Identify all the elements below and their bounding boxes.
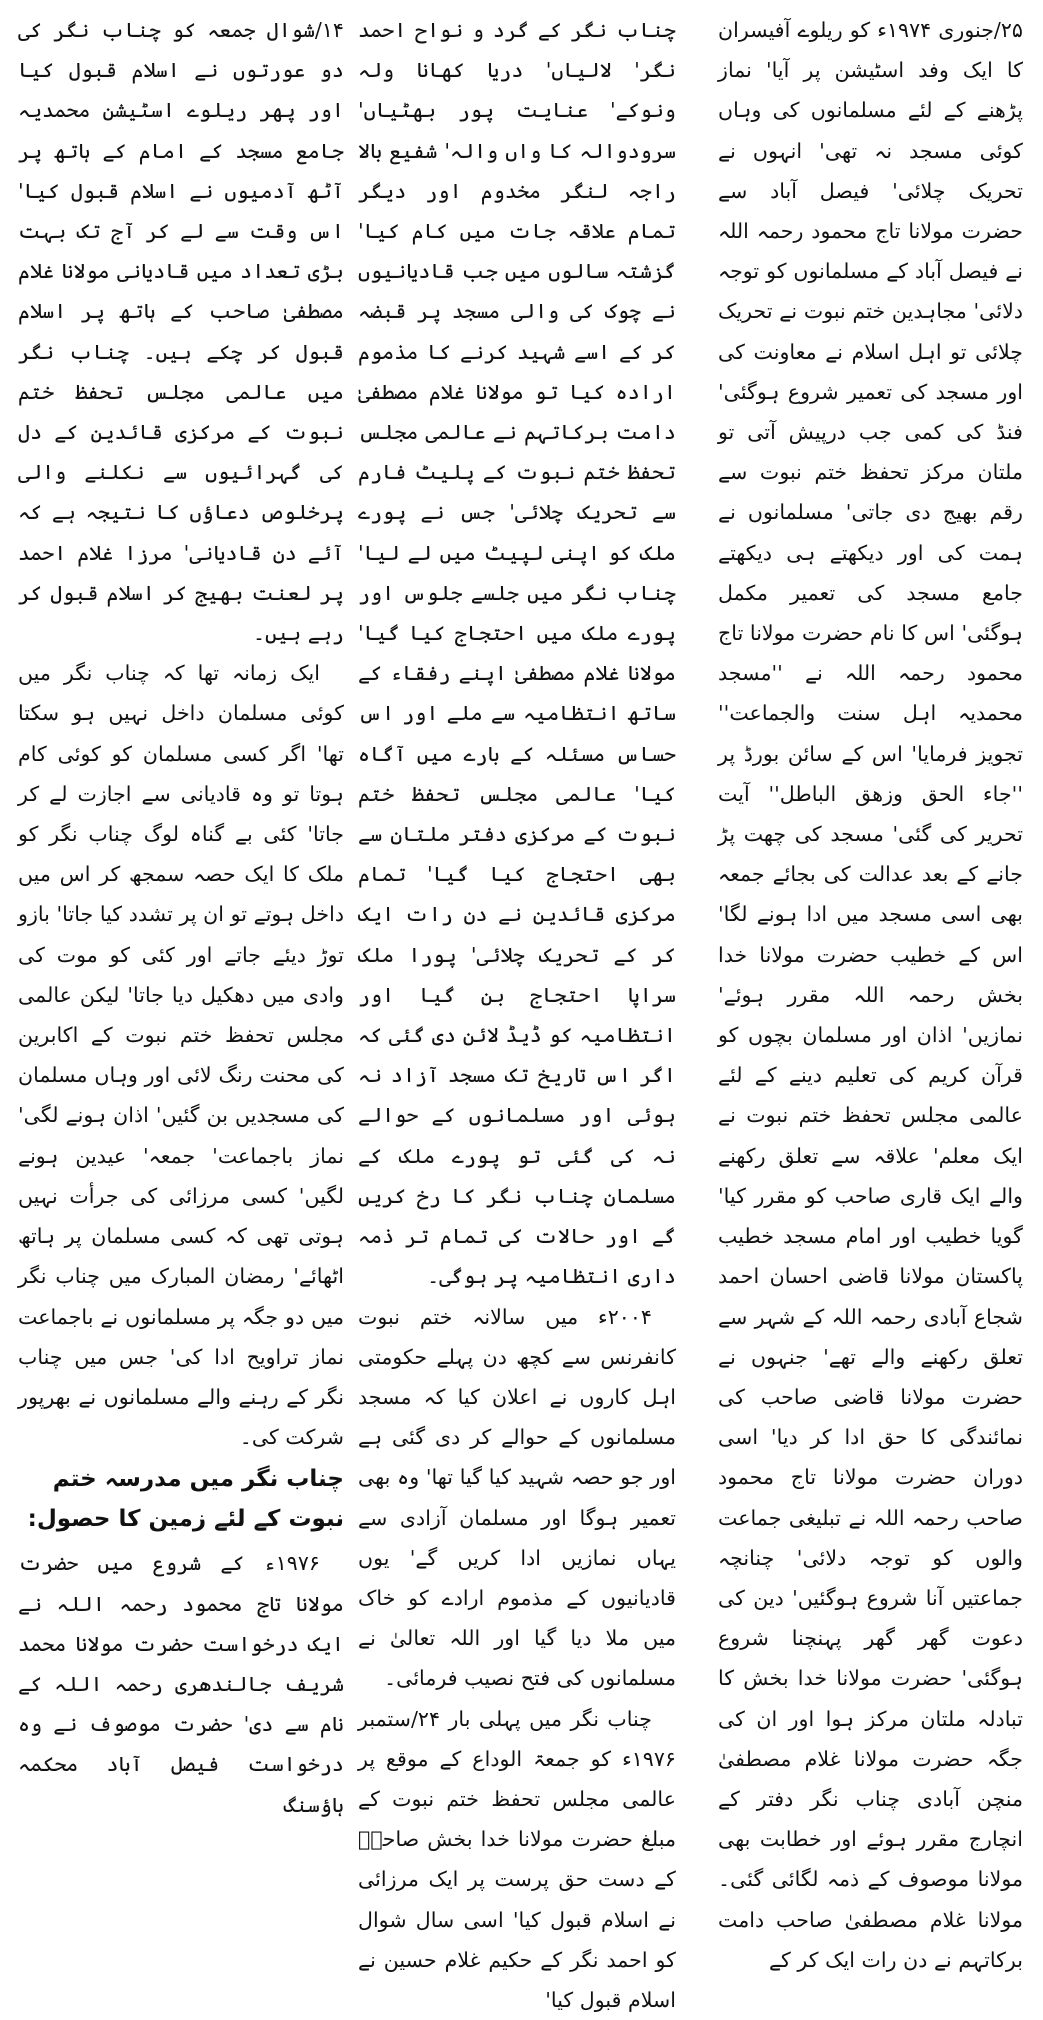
text-column-middle	[358, 10, 676, 2012]
paragraph: ۲۰۰۴ء میں سالانہ ختم نبوت کانفرنس سے کچھ دن پہلے حکومتی اہل کاروں نے اعلان کیا کہ مسجد مسلمانوں کے حوالے کر دی گئی ہے اور جو حصہ شہید کیا گیا تھا' وہ بھی تعمیر ہوگا اور مسلمان آزادی سے یہاں نمازیں ادا کریں گے' یوں قادیانیوں کے مذموم ارادے کو خاک میں ملا دیا گیا اور اللہ تعالیٰ نے مسلمانوں کی فتح نصیب فرمائی۔	[358, 1304, 676, 1691]
paragraph: چناب نگر کے گرد و نواح احمد نگر' لالیاں' دریا کھانا ولہ ونوکے' عنایت پور بھٹیاں' سرودوالہ کا واں والہ' شفیع بالا راجہ لنگر مخدوم اور دیگر تمام علاقہ جات میں کام کیا' گزشتہ سالوں میں جب قادیانیوں نے چوک کی والی مسجد پر قبضہ کر کے اسے شہید کرنے کا مذموم ارادہ کیا تو مولانا غلام مصطفیٰ دامت برکاتہم نے عالمی مجلس تحفظ ختم نبوت کے پلیٹ فارم سے تحریک چلائی' جس نے پورے ملک کو اپنی لپیٹ میں لے لیا' چناب نگر میں جلسے جلوس اور پورے ملک میں احتجاج کیا گیا' مولانا غلام مصطفیٰ اپنے رفقاء کے ساتھ انتظامیہ سے ملے اور اس حساس مسئلہ کے بارے میں آگاہ کیا' عالمی مجلس تحفظ ختم نبوت کے مرکزی دفتر ملتان سے بھی احتجاج کیا گیا' تمام مرکزی قائدین نے دن رات ایک کر کے تحریک چلائی' پورا ملک سراپا احتجاج بن گیا اور انتظامیہ کو ڈیڈ لائن دی گئی کہ اگر اس تاریخ تک مسجد آزاد نہ ہوئی اور مسلمانوں کے حوالے نہ کی گئی تو پورے ملک کے مسلمان چناب نگر کا رخ کریں گے اور حالات کی تمام تر ذمہ داری انتظامیہ پر ہوگی۔	[358, 18, 676, 1289]
paragraph: ایک زمانہ تھا کہ چناب نگر میں کوئی مسلمان داخل نہیں ہو سکتا تھا' اگر کسی مسلمان کو کوئی کام ہوتا تو وہ قادیانی سے اجازت لے کر جاتا' کئی بے گناہ لوگ چناب نگر کو ملک کا ایک حصہ سمجھ کر اس میں داخل ہوتے تو ان پر تشدد کیا جاتا' بازو توڑ دیئے جاتے اور کئی کو موت کی وادی میں دھکیل دیا جاتا' لیکن عالمی مجلس تحفظ ختم نبوت کے اکابرین کی محنت رنگ لائی اور وہاں مسلمان کی مسجدیں بن گئیں' اذان ہونے لگی' نماز باجماعت' جمعہ' عیدین ہونے لگیں' کسی مرزائی کی جرأت نہیں ہوتی تھی کہ کسی مسلمان پر ہاتھ اٹھائے' رمضان المبارک میں چناب نگر میں دو جگہ پر مسلمانوں نے باجماعت نماز تراویح ادا کی' جس میں چناب نگر کے رہنے والے مسلمانوں نے بھرپور شرکت کی۔	[18, 661, 344, 1450]
text-column-right	[718, 10, 1023, 1972]
paragraph: چناب نگر میں پہلی بار ۲۴/ستمبر ۱۹۷۶ء کو جمعۃ الوداع کے موقع پر عالمی مجلس تحفظ ختم نبوت کے مبلغ حضرت مولانا خدا بخش صاحبؒ کے دست حق پرست پر ایک مرزائی نے اسلام قبول کیا' اسی سال شوال کو احمد نگر کے حکیم غلام حسین نے اسلام قبول کیا'	[358, 1706, 676, 2012]
paragraph: ۱۴/شوال جمعہ کو چناب نگر کی دو عورتوں نے اسلام قبول کیا اور پھر ریلوے اسٹیشن محمدیہ جامع مسجد کے امام کے ہاتھ پر آٹھ آدمیوں نے اسلام قبول کیا' اس وقت سے لے کر آج تک بہت بڑی تعداد میں قادیانی مولانا غلام مصطفیٰ صاحب کے ہاتھ پر اسلام قبول کر چکے ہیں۔ چناب نگر میں عالمی مجلس تحفظ ختم نبوت کے مرکزی قائدین کے دل کی گہرائیوں سے نکلنے والی پرخلوص دعاؤں کا نتیجہ ہے کہ آئے دن قادیانی' مرزا غلام احمد پر لعنت بھیج کر اسلام قبول کر رہے ہیں۔	[18, 18, 344, 646]
paragraph: ۲۵/جنوری ۱۹۷۴ء کو ریلوے آفیسران کا ایک وفد اسٹیشن پر آیا' نماز پڑھنے کے لئے مسلمانوں کی وہاں کوئی مسجد نہ تھی' انہوں نے تحریک چلائی' فیصل آباد سے حضرت مولانا تاج محمود رحمہ اللہ نے فیصل آباد کے مسلمانوں کو توجہ دلائی' مجاہدین ختم نبوت نے تحریک چلائی تو اہل اسلام نے معاونت کی اور مسجد کی تعمیر شروع ہوگئی' فنڈ کی کمی جب درپیش آتی تو ملتان مرکز تحفظ ختم نبوت سے رقم بھیج دی جاتی' مسلمانوں نے ہمت کی اور دیکھتے ہی دیکھتے جامع مسجد کی تعمیر مکمل ہوگئی' اس کا نام حضرت مولانا تاج محمود رحمہ اللہ نے ''مسجد محمدیہ اہل سنت والجماعت'' تجویز فرمایا' اس کے سائن بورڈ پر ''جاء الحق وزھق الباطل'' آیت تحریر کی گئی' مسجد کی چھت پڑ جانے کے بعد عدالت کی بجائے جمعہ بھی اسی مسجد میں ادا ہونے لگا' اس کے خطیب حضرت مولانا خدا بخش رحمہ اللہ مقرر ہوئے' نمازیں' اذان اور مسلمان بچوں کو قرآن کریم کی تعلیم دینے کے لئے عالمی مجلس تحفظ ختم نبوت نے ایک معلم' علاقہ سے تعلق رکھنے والے ایک قاری صاحب کو مقرر کیا' گویا خطیب اور امام مسجد خطیب پاکستان مولانا قاضی احسان احمد شجاع آبادی رحمہ اللہ کے شہر سے تعلق رکھنے والے تھے' جنہوں نے حضرت مولانا قاضی صاحب کی نمائندگی کا حق ادا کر دیا' اسی دوران حضرت مولانا تاج محمود صاحب رحمہ اللہ نے تبلیغی جماعت والوں کو توجہ دلائی' چنانچہ جماعتیں آنا شروع ہوگئیں' دین کی دعوت گھر گھر پہنچنا شروع ہوگئی' حضرت مولانا خدا بخش کا تبادلہ ملتان مرکز ہوا اور ان کی جگہ حضرت مولانا غلام مصطفیٰ منچن آبادی چناب نگر دفتر کے انچارج مقرر ہوئے اور خطابت بھی مولانا موصوف کے ذمہ لگائی گئی۔ مولانا غلام مصطفیٰ صاحب دامت برکاتہم نے دن رات ایک کر کے	[718, 18, 1023, 1972]
paragraph: ۱۹۷۶ء کے شروع میں حضرت مولانا تاج محمود رحمہ اللہ نے ایک درخواست حضرت مولانا محمد شریف جالندھری رحمہ اللہ کے نام سے دی' حضرت موصوف نے وہ درخواست فیصل آباد محکمہ ہاؤسنگ	[18, 1551, 344, 1817]
section-heading: چناب نگر میں مدرسہ ختم نبوت کے لئے زمین کا حصول:	[27, 1466, 344, 1533]
text-column-left	[18, 10, 344, 1817]
